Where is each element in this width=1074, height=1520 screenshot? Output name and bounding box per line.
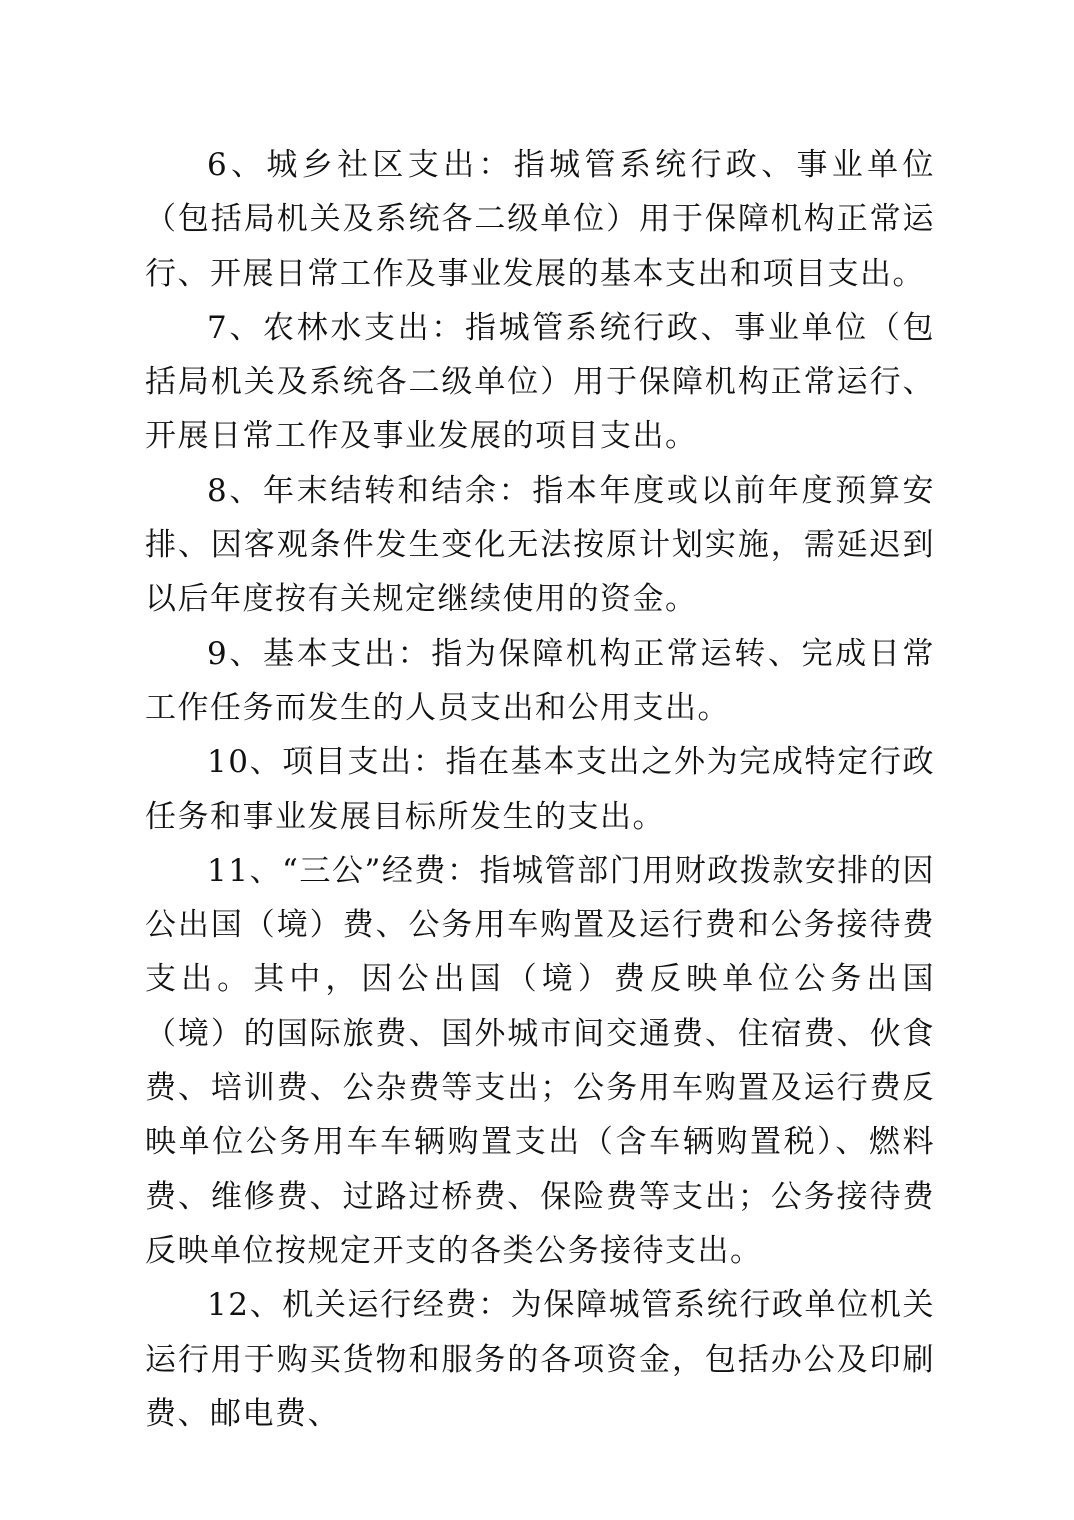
document-body — [145, 138, 935, 1441]
paragraph-item-7: 7、农林水支出：指城管系统行政、事业单位（包括局机关及系统各二级单位）用于保障机构正常运行、开展日常工作及事业发展的项目支出。 — [145, 309, 935, 455]
paragraph-item-10: 10、项目支出：指在基本支出之外为完成特定行政任务和事业发展目标所发生的支出。 — [145, 744, 935, 835]
paragraph-item-12: 12、机关运行经费：为保障城管系统行政单位机关运行用于购买货物和服务的各项资金，包括办公及印刷费、邮电费、 — [145, 1287, 935, 1432]
paragraph-item-6: 6、城乡社区支出：指城管系统行政、事业单位（包括局机关及系统各二级单位）用于保障机构正常运行、开展日常工作及事业发展的基本支出和项目支出。 — [145, 147, 935, 292]
paragraph-item-11: 11、“三公”经费：指城管部门用财政拨款安排的因公出国（境）费、公务用车购置及运行费和公务接待费支出。其中，因公出国（境）费反映单位公务出国（境）的国际旅费、国外城市间交通费、住宿费、伙食费、培训费、公杂费等支出；公务用车购置及运行费反映单位公务用车车辆购置支出（含车辆购置税）、燃料费、维修费、过路过桥费、保险费等支出；公务接待费反映单位按规定开支的各类公务接待支出。 — [145, 852, 935, 1269]
paragraph-item-8: 8、年末结转和结余：指本年度或以前年度预算安排、因客观条件发生变化无法按原计划实施，需延迟到以后年度按有关规定继续使用的资金。 — [145, 472, 935, 618]
paragraph-item-9: 9、基本支出：指为保障机构正常运转、完成日常工作任务而发生的人员支出和公用支出。 — [145, 635, 935, 726]
